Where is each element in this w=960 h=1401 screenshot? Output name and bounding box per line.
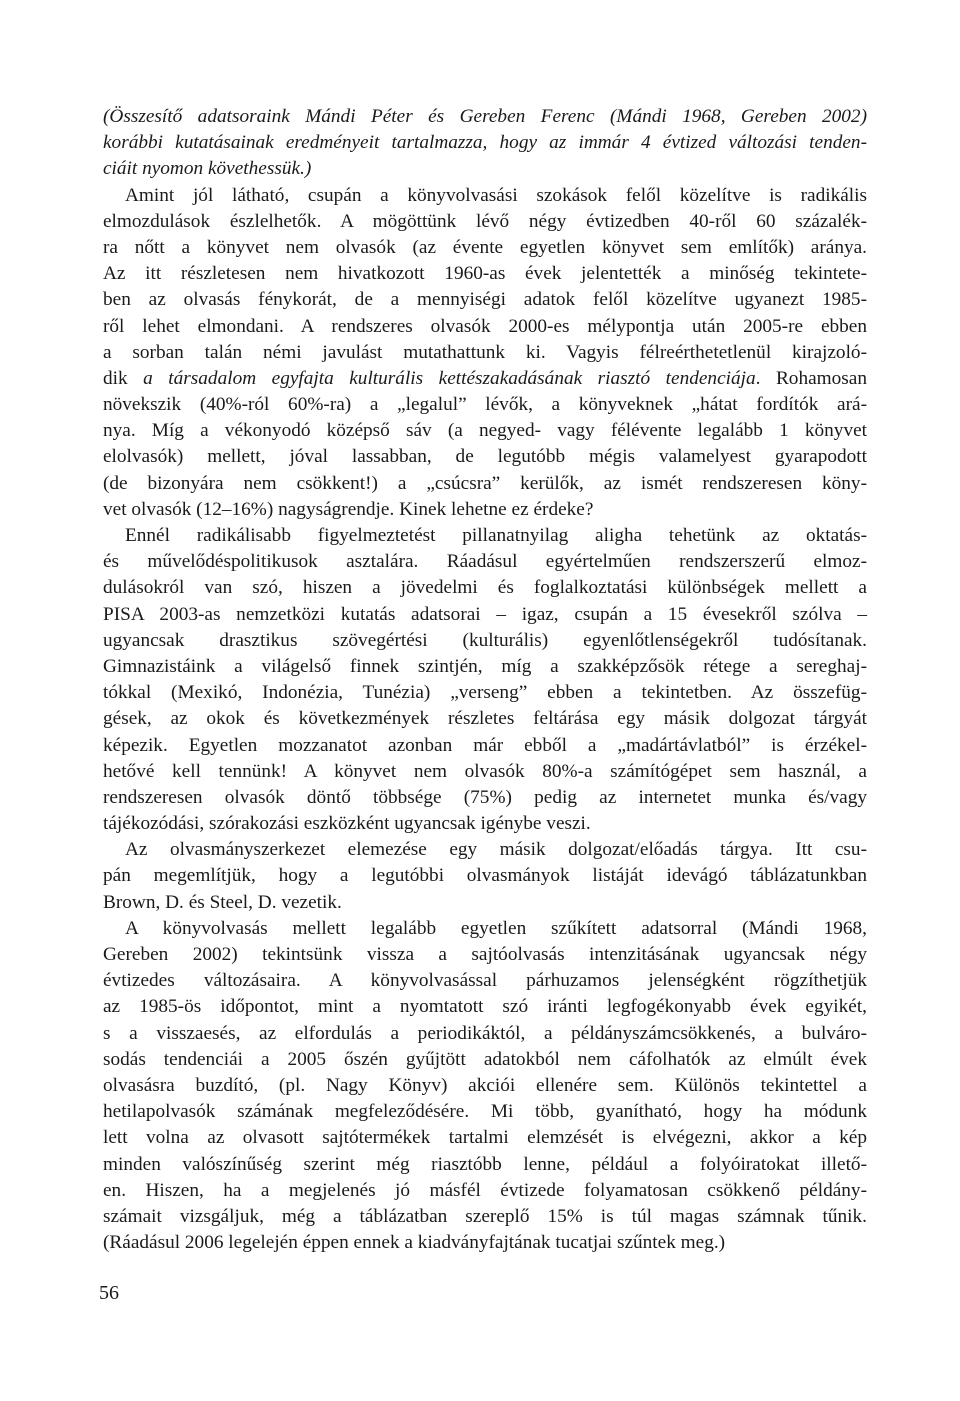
text-line: hetilapolvasók számának megfeleződésére. Mi több, gyanítható, hogy ha módunk	[103, 1101, 867, 1123]
text-line: hetővé kell tennünk! A könyvet nem olvasók 80%-a számítógépet sem használ, a	[103, 760, 867, 782]
text-line: a sorban talán némi javulást mutathattunk ki. Vagyis félreérthetetlenül kirajzoló-	[103, 341, 867, 363]
text-line: dulásokról van szó, hiszen a jövedelmi és foglalkoztatási különbségek mellett a	[103, 577, 867, 599]
text-segment: dik	[103, 367, 144, 389]
text-line: Amint jól látható, csupán a könyvolvasási szokások felől közelítve is radikális	[125, 184, 867, 206]
text-line: ben az olvasás fénykorát, de a mennyiségi adatok felől közelítve ugyanezt 1985-	[103, 289, 867, 311]
text-line: s a visszaesés, az elfordulás a periodikáktól, a példányszámcsökkenés, a bulváro-	[103, 1022, 867, 1044]
text-line: (de bizonyára nem csökkent!) a „csúcsra” kerülők, az ismét rendszeresen köny-	[103, 472, 867, 494]
text-line: elmozdulások észlelhetők. A mögöttünk lévő négy évtizedben 40-ről 60 százalék-	[103, 210, 867, 232]
text-line: olvasásra buzdító, (pl. Nagy Könyv) akciói ellenére sem. Különös tekintettel a	[103, 1074, 867, 1096]
text-line: pán megemlítjük, hogy a legutóbbi olvasmányok listáját idevágó táblázatunkban	[103, 865, 867, 887]
text-line: (Ráadásul 2006 legelején éppen ennek a kiadványfajtának tucatjai szűntek meg.)	[103, 1232, 726, 1254]
text-line: A könyvolvasás mellett legalább egyetlen szűkített adatsorral (Mándi 1968,	[125, 917, 867, 939]
text-line: és művelődéspolitikusok asztalára. Ráadásul egyértelműen rendszerszerű elmoz-	[103, 551, 867, 573]
text-line: Ennél radikálisabb figyelmeztetést pillanatnyilag aligha tehetünk az oktatás-	[125, 525, 867, 546]
text-line: ről lehet elmondani. A rendszeres olvasók 2000-es mélypontja után 2005-re ebben	[103, 315, 867, 337]
text-line: PISA 2003-as nemzetközi kutatás adatsorai – igaz, csupán a 15 évesekről szólva –	[103, 603, 867, 625]
text-line: en. Hiszen, ha a megjelenés jó másfél évtizede folyamatosan csökkenő példány-	[103, 1179, 867, 1201]
text-line	[103, 366, 867, 392]
text-line: ciáit nyomon követhessük.)	[103, 158, 312, 180]
text-line: vet olvasók (12–16%) nagyságrendje. Kinek lehetne ez érdeke?	[103, 498, 594, 520]
text-line: Az olvasmányszerkezet elemezése egy másik dolgozat/előadás tárgya. Itt csu-	[125, 839, 867, 861]
text-line: korábbi kutatásainak eredményeit tartalmazza, hogy az immár 4 évtized változási tenden-	[103, 132, 867, 154]
text-line: gések, az okok és következmények részletes feltárása egy másik dolgozat tárgyát	[103, 708, 867, 730]
text-line: sodás tendenciái a 2005 őszén gyűjtött adatokból nem cáfolhatók az elmúlt évek	[103, 1048, 867, 1070]
text-line: Az itt részletesen nem hivatkozott 1960-as évek jelentették a minőség tekintete-	[103, 263, 867, 285]
text-line: minden valószínűség szerint még riasztóbb lenne, például a folyóiratokat illető-	[103, 1153, 867, 1175]
text-line: évtizedes változásaira. A könyvolvasással párhuzamos jelenségként rögzíthetjük	[103, 970, 867, 992]
text-line: Gereben 2002) tekintsünk vissza a sajtóolvasás intenzitásának ugyancsak négy	[103, 944, 867, 965]
page-number: 56	[99, 1282, 119, 1304]
text-line: az 1985-ös időpontot, mint a nyomtatott szó iránti legfogékonyabb évek egyikét,	[103, 996, 867, 1018]
text-line: ra nőtt a könyvet nem olvasók (az évente egyetlen könyvet sem említők) aránya.	[103, 236, 867, 258]
text-line: lett volna az olvasott sajtótermékek tartalmi elemzését is elvégezni, akkor a kép	[103, 1127, 867, 1149]
text-line: tájékozódási, szórakozási eszközként ugyancsak igénybe veszi.	[103, 813, 591, 835]
text-line: tókkal (Mexikó, Indonézia, Tunézia) „verseng” ebben a tekintetben. Az összefüg-	[103, 682, 867, 704]
text-line: számait vizsgáljuk, még a táblázatban szereplő 15% is túl magas számnak tűnik.	[103, 1205, 867, 1227]
text-line: (Összesítő adatsoraink Mándi Péter és Gereben Ferenc (Mándi 1968, Gereben 2002)	[103, 106, 867, 127]
text-line: ugyancsak drasztikus szövegértési (kulturális) egyenlőtlenségekről tudósítanak.	[103, 629, 867, 651]
text-line: növekszik (40%-ról 60%-ra) a „legalul” lévők, a könyveknek „hátat fordítók ará-	[103, 394, 867, 416]
italic-emphasis: a társadalom egyfajta kulturális kettészakadásának riasztó tendenciája	[143, 367, 756, 389]
text-line: elolvasók) mellett, jóval lassabban, de legutóbb mégis valamelyest gyarapodott	[103, 446, 867, 468]
body-text	[103, 104, 867, 1256]
text-line: képezik. Egyetlen mozzanatot azonban már ebből a „madártávlatból” is érzékel-	[103, 734, 867, 756]
text-line: Gimnazistáink a világelső finnek szintjén, míg a szakképzősök rétege a sereghaj-	[103, 655, 867, 677]
text-segment: . Rohamosan	[755, 367, 867, 389]
text-line: nya. Míg a vékonyodó középső sáv (a negyed- vagy félévente legalább 1 könyvet	[103, 420, 867, 442]
text-line: rendszeresen olvasók döntő többsége (75%) pedig az internetet munka és/vagy	[103, 786, 867, 808]
text-line: Brown, D. és Steel, D. vezetik.	[103, 891, 342, 913]
